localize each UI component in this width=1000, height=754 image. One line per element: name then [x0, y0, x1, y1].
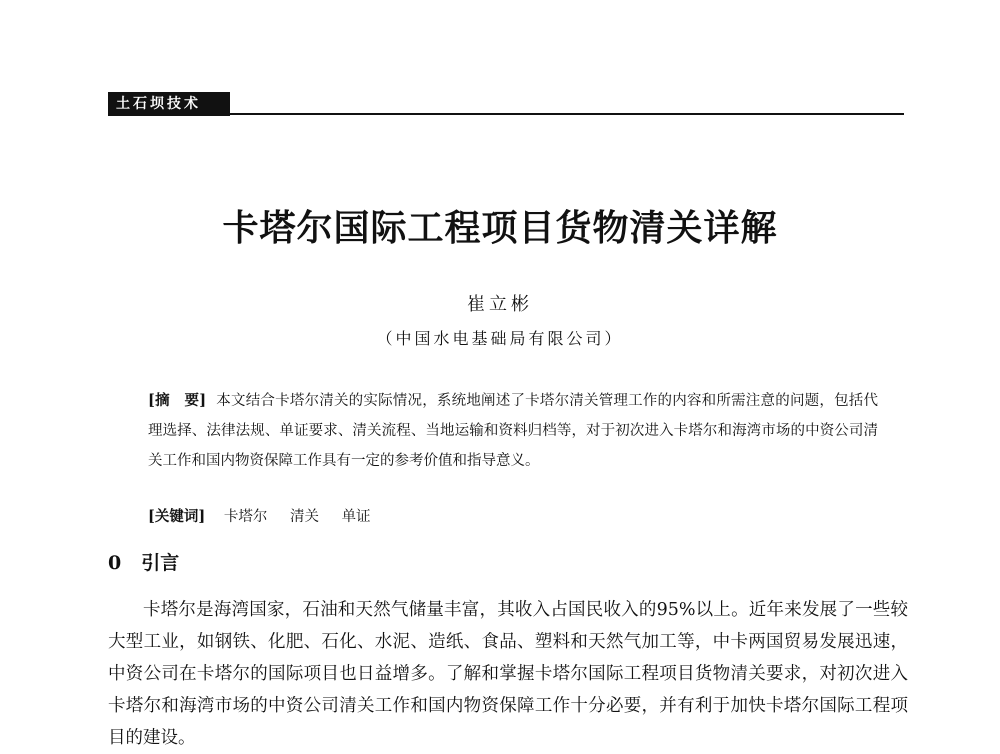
- author-affiliation: （中国水电基础局有限公司）: [376, 329, 624, 348]
- keyword: 清关: [289, 509, 319, 525]
- body-paragraph: 卡塔尔是海湾国家，石油和天然气储量丰富，其收入占国民收入的95%以上。近年来发展了一些较大型工业，如钢铁、化肥、石化、水泥、造纸、食品、塑料和天然气加工等，中卡两国贸易发展迅速，中资公司在卡塔尔的国际项目也日益增多。了解和掌握卡塔尔国际工程项目货物清关要求，对初次进入卡塔尔和海湾市场的中资公司清关工作和国内物资保障工作十分必要，并有利于加快卡塔尔国际工程项目的建设。: [108, 600, 908, 748]
- keyword: 单证: [341, 509, 371, 525]
- section-title: 引言: [141, 552, 180, 574]
- keyword: 卡塔尔: [223, 509, 268, 525]
- section-number: 0: [108, 552, 122, 574]
- author-name: 崔立彬: [467, 294, 533, 315]
- keywords: [148, 505, 389, 526]
- keywords-label: [关键词]: [148, 508, 206, 525]
- abstract: [148, 386, 878, 476]
- article-title: 卡塔尔国际工程项目货物清关详解: [222, 207, 778, 249]
- section-heading: [108, 548, 179, 575]
- section-header: [108, 92, 904, 118]
- abstract-label: [摘 要]: [148, 392, 207, 409]
- abstract-text: 本文结合卡塔尔清关的实际情况，系统地阐述了卡塔尔清关管理工作的内容和所需注意的问题，包括代理选择、法律法规、单证要求、清关流程、当地运输和资料归档等，对于初次进入卡塔尔和海湾市场的中资公司清关工作和国内物资保障工作具有一定的参考价值和指导意义。: [148, 393, 878, 469]
- section-tag: 土石坝技术: [108, 92, 230, 116]
- header-rule: [230, 113, 904, 115]
